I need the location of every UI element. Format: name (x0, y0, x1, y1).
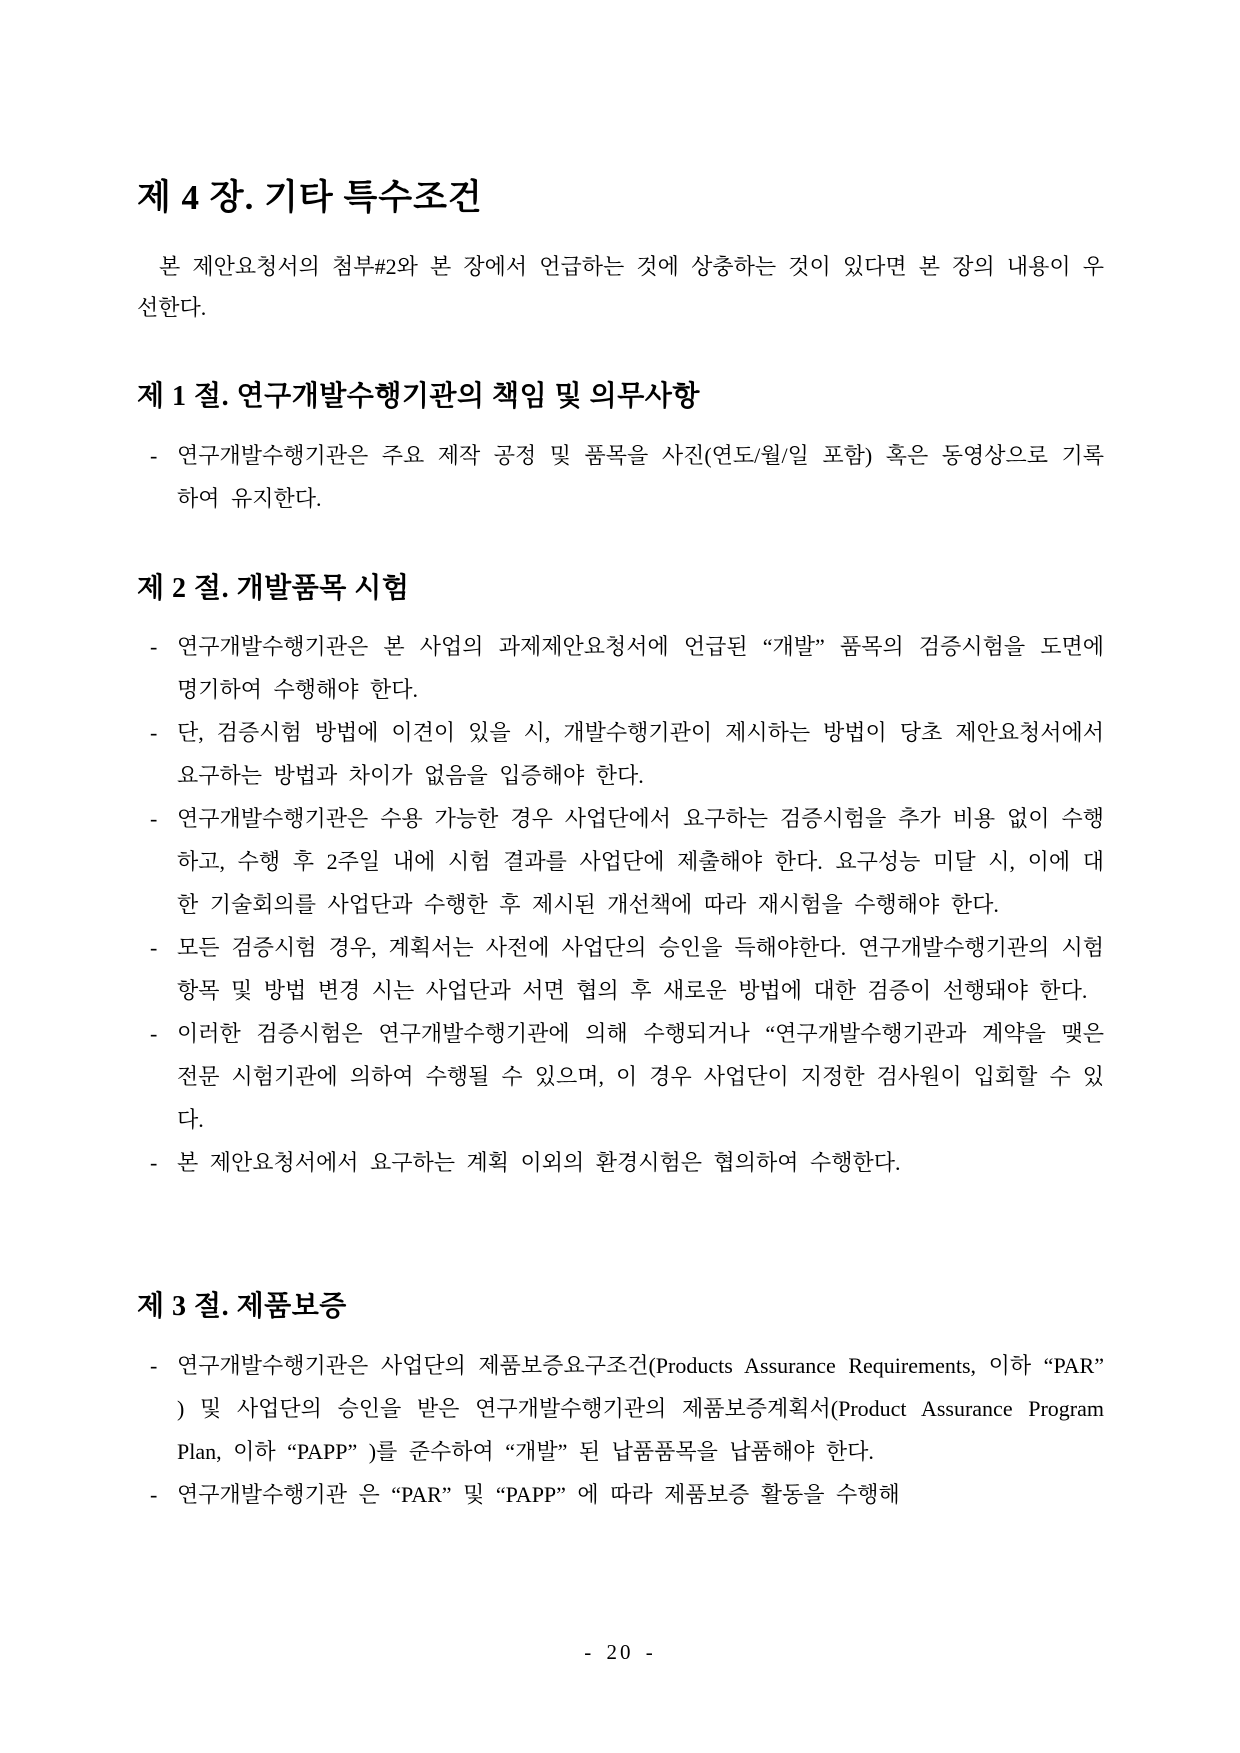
list-item-text: 연구개발수행기관 은 “PAR” 및 “PAPP” 에 따라 제품보증 활동을 수행해 (177, 1482, 900, 1508)
list-item-text: 단, 검증시험 방법에 이견이 있을 시, 개발수행기관이 제시하는 방법이 당초 제안요청서에서 요구하는 방법과 차이가 없음을 입증해야 한다. (177, 720, 1104, 789)
section-3-title: 제 3 절. 제품보증 (137, 1291, 347, 1323)
list-item-marker: - (150, 806, 158, 832)
list-item (137, 1473, 1104, 1516)
page-number: - 20 - (584, 1640, 656, 1664)
list-item-text: 본 제안요청서에서 요구하는 계획 이외의 환경시험은 협의하여 수행한다. (177, 1150, 901, 1176)
list-item (137, 711, 1104, 797)
list-item-marker: - (150, 1482, 158, 1508)
list-item (137, 1012, 1104, 1141)
list-item-text: 연구개발수행기관은 본 사업의 과제제안요청서에 언급된 “개발” 품목의 검증시험을 도면에 명기하여 수행해야 한다. (177, 634, 1104, 703)
list-item (137, 625, 1104, 711)
intro-paragraph: 본 제안요청서의 첨부#2와 본 장에서 언급하는 것에 상충하는 것이 있다면 본 장의 내용이 우선한다. (137, 254, 1104, 321)
list-item-marker: - (150, 720, 158, 746)
list-item-marker: - (150, 1021, 158, 1047)
list-item-text: 모든 검증시험 경우, 계획서는 사전에 사업단의 승인을 득해야한다. 연구개발수행기관의 시험 항목 및 방법 변경 시는 사업단과 서면 협의 후 새로운 방법에 대한 검증이 선행돼야 한다. (177, 935, 1104, 1004)
section-development-item-test (137, 572, 1104, 1185)
list-item-marker: - (150, 935, 158, 961)
list-item (137, 797, 1104, 926)
section-1-title: 제 1 절. 연구개발수행기관의 책임 및 의무사항 (137, 381, 700, 413)
list-item (137, 926, 1104, 1012)
list-item (137, 434, 1104, 520)
section-responsibilities (137, 380, 1104, 520)
list-item-text: 이러한 검증시험은 연구개발수행기관에 의해 수행되거나 “연구개발수행기관과 계약을 맺은 전문 시험기관에 의하여 수행될 수 있으며, 이 경우 사업단이 지정한 검사원이 입회할 수 있다. (177, 1021, 1104, 1133)
section-2-title: 제 2 절. 개발품목 시험 (137, 572, 410, 604)
section-product-assurance (137, 1290, 1104, 1516)
list-item-marker: - (150, 1353, 158, 1379)
list-item (137, 1344, 1104, 1473)
list-item-text: 연구개발수행기관은 주요 제작 공정 및 품목을 사진(연도/월/일 포함) 혹은 동영상으로 기록하여 유지한다. (177, 442, 1104, 511)
list-item-marker: - (150, 1150, 158, 1176)
list-item-marker: - (150, 442, 158, 468)
chapter-title: 제 4 장. 기타 특수조건 (137, 178, 483, 217)
list-item-text: 연구개발수행기관은 수용 가능한 경우 사업단에서 요구하는 검증시험을 추가 비용 없이 수행하고, 수행 후 2주일 내에 시험 결과를 사업단에 제출해야 한다. 요구성능 미달 시, 이에 대한 기술회의를 사업단과 수행한 후 제시된 개선책에 따라 재시험을 수행해야 한다. (177, 806, 1104, 918)
list-item-marker: - (150, 634, 158, 660)
list-item-text: 연구개발수행기관은 사업단의 제품보증요구조건(Products Assurance Requirements, 이하 “PAR” ) 및 사업단의 승인을 받은 연구개발수행기관의 제품보증계획서(Product Assurance Program Plan, 이하 “PAPP” )를 준수하여 “개발” 된 납품품목을 납품해야 한다. (177, 1353, 1104, 1465)
list-item (137, 1141, 1104, 1184)
